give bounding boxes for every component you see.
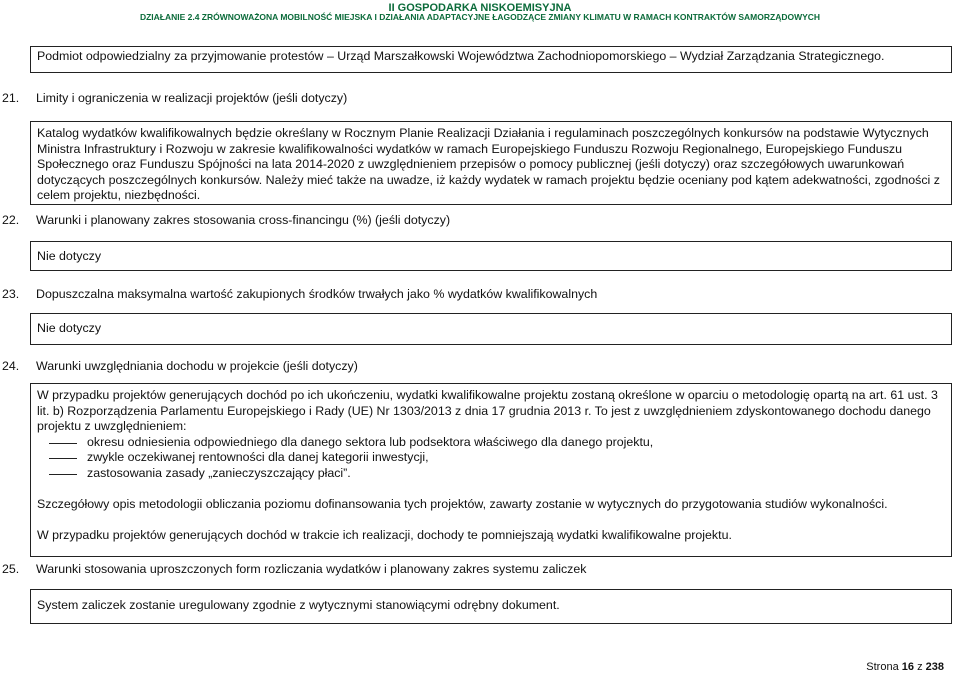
- section-24-p2: Szczegółowy opis metodologii obliczania poziomu dofinansowania tych projektów, zawarty zostanie w wytycznych do przygotowania studiów wykonalności.: [37, 497, 888, 511]
- section-number: 22.: [2, 213, 20, 227]
- bullet-item: zwykle oczekiwanej rentowności dla danej kategorii inwestycji,: [37, 450, 945, 466]
- page-number: Strona 16 z 238: [866, 661, 944, 673]
- section-24-p3: W przypadku projektów generujących dochód w trakcie ich realizacji, dochody te pomniejszają wydatki kwalifikowalne projektu.: [37, 527, 732, 542]
- bullet-item: zastosowania zasady „zanieczyszczający płaci”.: [37, 466, 945, 482]
- section-25-text: System zaliczek zostanie uregulowany zgodnie z wytycznymi stanowiącymi odrębny dokument.: [37, 598, 560, 612]
- section-24-intro: W przypadku projektów generujących dochód po ich ukończeniu, wydatki kwalifikowalne projektu zostaną określone w oparciu o metodologię opartą na art. 61 ust. 3 lit. b) Rozporządzenia Parlamentu Europejskiego i Rady (UE) Nr 1303/2013 z dnia 17 grudnia 2013 r. To jest z uwzględnieniem zdyskontowanego dochodu danego projektu z uwzględnieniem:: [37, 388, 938, 433]
- section-number: 25.: [2, 562, 20, 576]
- bullet-item: okresu odniesienia odpowiedniego dla danego sektora lub podsektora właściwego dla danego projektu,: [37, 435, 945, 451]
- section-heading: Warunki uwzględniania dochodu w projekcie (jeśli dotyczy): [36, 359, 358, 373]
- responsible-entity-box: [30, 46, 952, 73]
- section-heading: Warunki i planowany zakres stosowania cross-financingu (%) (jeśli dotyczy): [36, 213, 451, 227]
- section-21-title: [2, 91, 347, 105]
- section-22-box: [30, 241, 952, 271]
- header-title: II GOSPODARKA NISKOEMISYJNA: [388, 2, 572, 14]
- section-24-box: [30, 383, 952, 557]
- section-25-title: [2, 562, 586, 576]
- section-24-title: [2, 359, 358, 373]
- section-23-box: [30, 313, 952, 345]
- responsible-entity-text: Podmiot odpowiedzialny za przyjmowanie protestów – Urząd Marszałkowski Województwa Zachodniopomorskiego – Wydział Zarządzania Strategicznego.: [37, 49, 885, 63]
- section-22-title: [2, 213, 450, 227]
- section-heading: Dopuszczalna maksymalna wartość zakupionych środków trwałych jako % wydatków kwalifikowalnych: [36, 287, 598, 301]
- section-number: 24.: [2, 359, 20, 373]
- section-21-text: Katalog wydatków kwalifikowalnych będzie określany w Rocznym Planie Realizacji Działania i regulaminach poszczególnych konkursów na podstawie Wytycznych Ministra Infrastruktury i Rozwoju w zakresie kwalifikowalności wydatków w ramach Europejskiego Funduszu Rozwoju Regionalnego, Europejskiego Funduszu Społecznego oraz Funduszu Spójności na lata 2014-2020 z uwzględnieniem przepisów o pomocy publicznej (jeśli dotyczy) oraz szczegółowych uwarunkowań dotyczących poszczególnych konkursów. Należy mieć także na uwadze, iż każdy wydatek w ramach projektu będzie oceniany pod kątem adekwatności, zgodności z celem projektu, niezbędności.: [37, 126, 940, 202]
- section-25-box: [30, 589, 952, 624]
- section-21-box: [30, 121, 952, 205]
- section-heading: Warunki stosowania uproszczonych form rozliczania wydatków i planowany zakres systemu zaliczek: [36, 562, 587, 576]
- section-heading: Limity i ograniczenia w realizacji projektów (jeśli dotyczy): [36, 91, 348, 105]
- section-number: 23.: [2, 287, 20, 301]
- section-23-title: [2, 287, 597, 301]
- section-23-text: Nie dotyczy: [37, 321, 102, 335]
- header-subtitle: DZIAŁANIE 2.4 ZRÓWNOWAŻONA MOBILNOŚĆ MIEJSKA I DZIAŁANIA ADAPTACYJNE ŁAGODZĄCE ZMIANY KLIMATU W RAMACH KONTRAKTÓW SAMORZĄDOWYCH: [139, 12, 821, 22]
- section-number: 21.: [2, 91, 20, 105]
- section-24-bullets: [37, 435, 945, 482]
- section-22-text: Nie dotyczy: [37, 249, 102, 263]
